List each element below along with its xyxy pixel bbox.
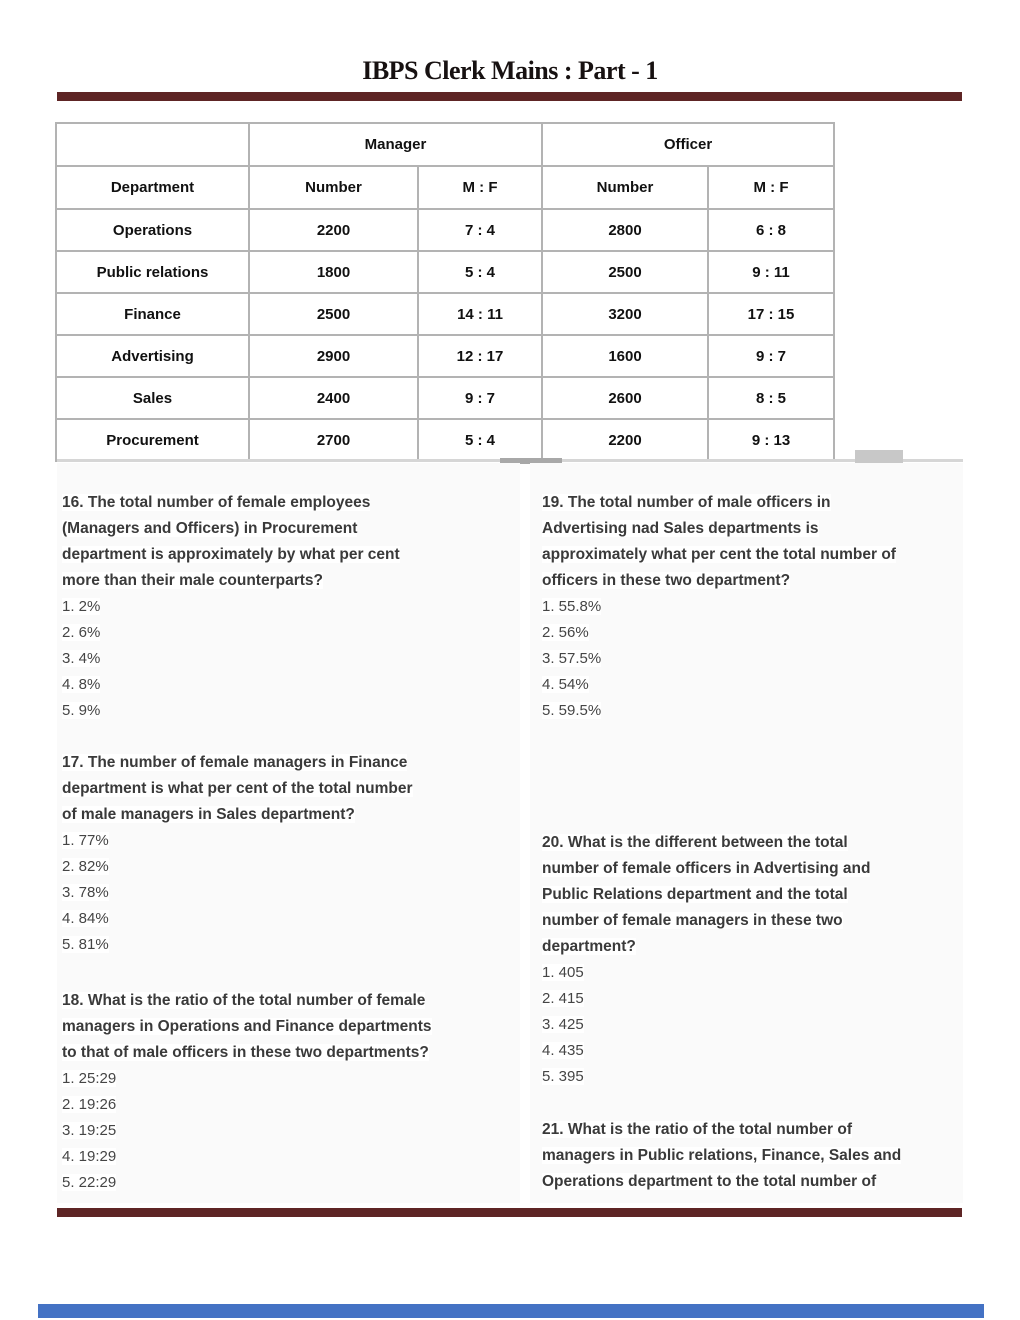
group-header-officer: Officer bbox=[542, 123, 834, 166]
cell-manager-number: 2900 bbox=[249, 335, 418, 377]
table-row bbox=[56, 209, 834, 251]
cell-officer-mf: 17 : 15 bbox=[708, 293, 834, 335]
table-row bbox=[56, 251, 834, 293]
column-header-department: Department bbox=[56, 166, 249, 209]
group-header-manager: Manager bbox=[249, 123, 542, 166]
cell-department: Operations bbox=[56, 209, 249, 251]
cell-manager-mf: 5 : 4 bbox=[418, 419, 542, 461]
question-line: officers in these two department? bbox=[542, 572, 791, 589]
question-line: managers in Public relations, Finance, Sales and bbox=[542, 1147, 902, 1164]
questions-left-column bbox=[57, 463, 520, 1203]
question-line: department is approximately by what per cent bbox=[62, 546, 400, 563]
cell-officer-mf: 9 : 7 bbox=[708, 335, 834, 377]
option-line: 3. 19:25 bbox=[62, 1122, 117, 1139]
cell-officer-number: 2600 bbox=[542, 377, 708, 419]
cell-department: Procurement bbox=[56, 419, 249, 461]
question-21-block bbox=[542, 1117, 963, 1195]
option-line: 5. 395 bbox=[542, 1068, 584, 1085]
table-row bbox=[56, 377, 834, 419]
cell-officer-mf: 6 : 8 bbox=[708, 209, 834, 251]
question-line: 21. What is the ratio of the total number of bbox=[542, 1121, 853, 1138]
footer-accent-bar bbox=[38, 1304, 984, 1318]
column-header-officer-number: Number bbox=[542, 166, 708, 209]
scrollbar-box bbox=[855, 450, 903, 464]
cell-manager-mf: 5 : 4 bbox=[418, 251, 542, 293]
table-row bbox=[56, 335, 834, 377]
question-line: 20. What is the different between the total bbox=[542, 834, 848, 851]
cell-officer-mf: 8 : 5 bbox=[708, 377, 834, 419]
option-line: 1. 77% bbox=[62, 832, 109, 849]
bottom-divider-bar bbox=[57, 1208, 962, 1217]
option-line: 2. 82% bbox=[62, 858, 109, 875]
question-line: department? bbox=[542, 938, 636, 955]
table-row bbox=[56, 419, 834, 461]
option-line: 4. 54% bbox=[542, 676, 589, 693]
column-header-officer-mf: M : F bbox=[708, 166, 834, 209]
question-19-block bbox=[542, 490, 963, 724]
cell-department: Sales bbox=[56, 377, 249, 419]
question-16-block bbox=[62, 490, 520, 724]
option-line: 4. 8% bbox=[62, 676, 101, 693]
cell-officer-mf: 9 : 11 bbox=[708, 251, 834, 293]
cell-department: Public relations bbox=[56, 251, 249, 293]
question-line: of male managers in Sales department? bbox=[62, 806, 355, 823]
question-line: number of female managers in these two bbox=[542, 912, 843, 929]
option-line: 1. 405 bbox=[542, 964, 584, 981]
option-line: 2. 415 bbox=[542, 990, 584, 1007]
cell-officer-number: 2200 bbox=[542, 419, 708, 461]
question-line: managers in Operations and Finance departments bbox=[62, 1018, 432, 1035]
option-line: 1. 55.8% bbox=[542, 598, 602, 615]
question-20-block bbox=[542, 830, 963, 1090]
table-corner-cell bbox=[56, 123, 249, 166]
option-line: 2. 56% bbox=[542, 624, 589, 641]
cell-manager-number: 2200 bbox=[249, 209, 418, 251]
questions-right-column bbox=[530, 463, 963, 1203]
option-line: 4. 435 bbox=[542, 1042, 584, 1059]
cell-manager-number: 2400 bbox=[249, 377, 418, 419]
option-line: 1. 2% bbox=[62, 598, 101, 615]
cell-officer-number: 1600 bbox=[542, 335, 708, 377]
question-line: 19. The total number of male officers in bbox=[542, 494, 831, 511]
question-line: Public Relations department and the total bbox=[542, 886, 848, 903]
option-line: 3. 78% bbox=[62, 884, 109, 901]
question-line: Operations department to the total number of bbox=[542, 1173, 877, 1190]
cell-officer-number: 2500 bbox=[542, 251, 708, 293]
question-line: number of female officers in Advertising and bbox=[542, 860, 871, 877]
cell-officer-number: 2800 bbox=[542, 209, 708, 251]
cell-manager-number: 2700 bbox=[249, 419, 418, 461]
cell-department: Advertising bbox=[56, 335, 249, 377]
option-line: 3. 425 bbox=[542, 1016, 584, 1033]
question-line: department is what per cent of the total number bbox=[62, 780, 413, 797]
question-line: 18. What is the ratio of the total number of female bbox=[62, 992, 426, 1009]
cell-manager-number: 2500 bbox=[249, 293, 418, 335]
cell-department: Finance bbox=[56, 293, 249, 335]
cell-manager-mf: 14 : 11 bbox=[418, 293, 542, 335]
option-line: 4. 19:29 bbox=[62, 1148, 117, 1165]
page-title: IBPS Clerk Mains : Part - 1 bbox=[362, 56, 658, 85]
table-column-header-row bbox=[56, 166, 834, 209]
column-header-manager-number: Number bbox=[249, 166, 418, 209]
option-line: 5. 81% bbox=[62, 936, 109, 953]
question-line: 17. The number of female managers in Finance bbox=[62, 754, 408, 771]
cell-manager-mf: 7 : 4 bbox=[418, 209, 542, 251]
question-17-block bbox=[62, 750, 520, 958]
option-line: 5. 59.5% bbox=[542, 702, 602, 719]
question-line: 16. The total number of female employees bbox=[62, 494, 371, 511]
top-divider-bar bbox=[57, 92, 962, 101]
question-line: (Managers and Officers) in Procurement bbox=[62, 520, 358, 537]
column-header-manager-mf: M : F bbox=[418, 166, 542, 209]
table-group-header-row bbox=[56, 123, 834, 166]
department-data-table bbox=[55, 122, 835, 462]
question-18-block bbox=[62, 988, 520, 1196]
cell-officer-mf: 9 : 13 bbox=[708, 419, 834, 461]
option-line: 5. 22:29 bbox=[62, 1174, 117, 1191]
option-line: 2. 19:26 bbox=[62, 1096, 117, 1113]
option-line: 2. 6% bbox=[62, 624, 101, 641]
cell-manager-mf: 9 : 7 bbox=[418, 377, 542, 419]
question-line: approximately what per cent the total number of bbox=[542, 546, 896, 563]
option-line: 3. 4% bbox=[62, 650, 101, 667]
table-row bbox=[56, 293, 834, 335]
question-line: more than their male counterparts? bbox=[62, 572, 323, 589]
option-line: 5. 9% bbox=[62, 702, 101, 719]
cell-manager-mf: 12 : 17 bbox=[418, 335, 542, 377]
question-line: Advertising nad Sales departments is bbox=[542, 520, 819, 537]
option-line: 3. 57.5% bbox=[542, 650, 602, 667]
option-line: 1. 25:29 bbox=[62, 1070, 117, 1087]
cell-manager-number: 1800 bbox=[249, 251, 418, 293]
option-line: 4. 84% bbox=[62, 910, 109, 927]
cell-officer-number: 3200 bbox=[542, 293, 708, 335]
question-line: to that of male officers in these two departments? bbox=[62, 1044, 429, 1061]
